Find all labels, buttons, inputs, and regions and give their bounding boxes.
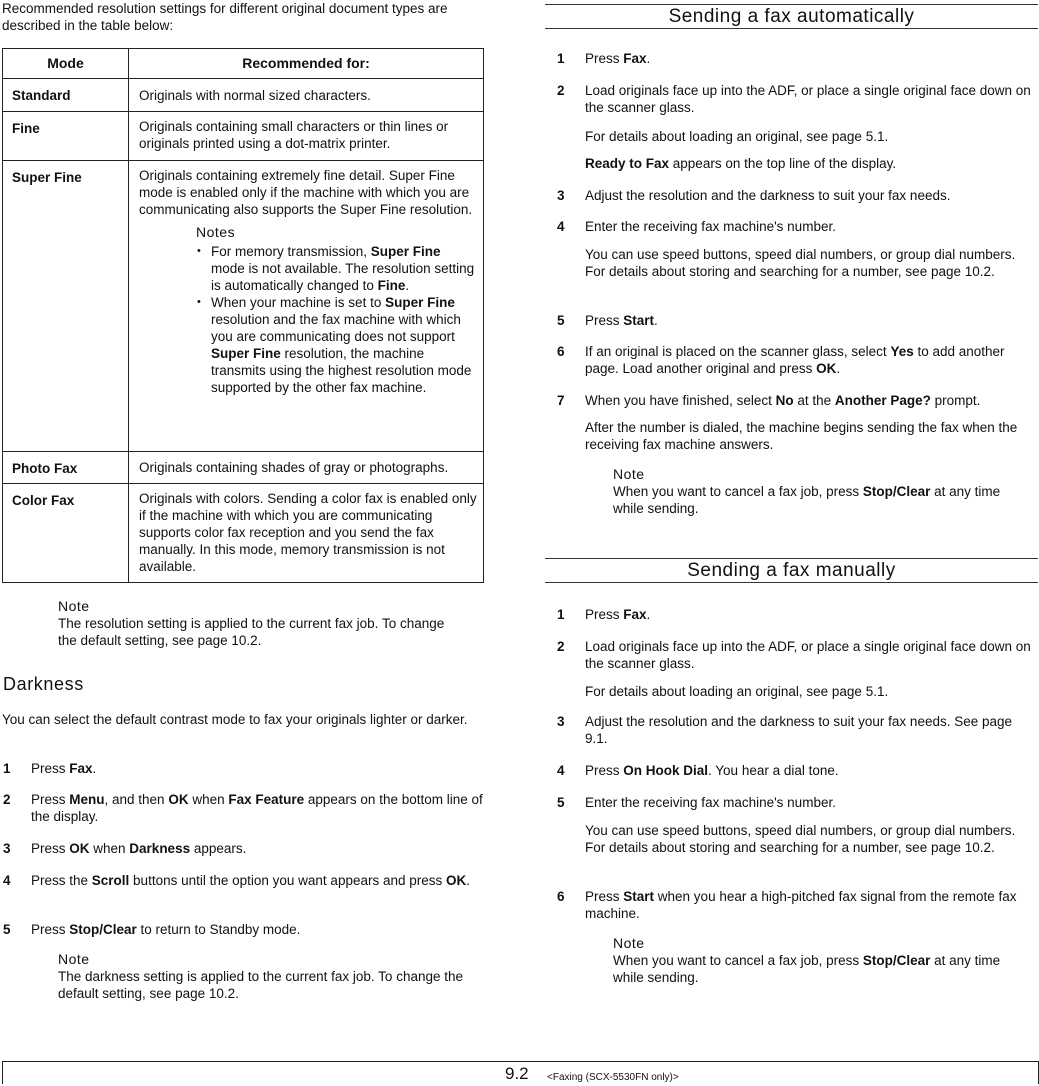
step-text: For details about loading an original, see page 5.1. [585, 684, 889, 699]
step-text: For details about loading an original, see page 5.1. [585, 129, 889, 144]
step-text: Adjust the resolution and the darkness to suit your fax needs. [585, 188, 951, 203]
step-number: 3 [557, 188, 565, 203]
note-label: Note [58, 951, 90, 967]
table-row [3, 452, 484, 484]
note-text: The darkness setting is applied to the current fax job. To change the default setting, see page 10.2. [58, 969, 463, 1001]
super-fine-notes [139, 224, 477, 396]
darkness-heading: Darkness [3, 674, 84, 694]
note-text: The resolution setting is applied to the current fax job. To change the default setting, see page 10.2. [58, 616, 445, 648]
table-row [3, 79, 484, 112]
mode-photo-fax: Photo Fax [3, 452, 129, 484]
table-row [3, 112, 484, 161]
step-number: 4 [3, 873, 11, 888]
resolution-table [2, 48, 484, 583]
note-text: When you want to cancel a fax job, press Stop/Clear at any time while sending. [613, 953, 1001, 985]
step-number: 2 [557, 639, 565, 654]
desc-super-fine-cell [129, 161, 484, 452]
step-text: Press Fax. [585, 607, 651, 622]
mode-standard: Standard [3, 79, 129, 112]
desc-photo-fax: Originals containing shades of gray or photographs. [129, 452, 484, 484]
step-number: 7 [557, 393, 565, 408]
step-text: Press the Scroll buttons until the option you want appears and press OK. [31, 873, 471, 888]
step-text: You can use speed buttons, speed dial numbers, or group dial numbers. For details about storing and searching for a number, see page 10.2. [585, 247, 1016, 279]
mode-color-fax: Color Fax [3, 484, 129, 583]
step-text: Adjust the resolution and the darkness to suit your fax needs. See page 9.1. [585, 714, 1013, 746]
header-mode: Mode [3, 49, 129, 79]
resolution-note [58, 598, 458, 649]
step-number: 4 [557, 763, 565, 778]
mode-super-fine: Super Fine [3, 161, 129, 452]
section-title-auto: Sending a fax automatically [545, 4, 1038, 29]
darkness-intro: You can select the default contrast mode to fax your originals lighter or darker. [2, 712, 468, 727]
desc-super-fine: Originals containing extremely fine detail. Super Fine mode is enabled only if the machine with which you are communicating also supports the Super Fine resolution. [139, 168, 473, 217]
desc-color-fax: Originals with colors. Sending a color fax is enabled only if the machine with which you are communicating supports color fax reception and you send the fax manually. In this mode, memory transmission is not available. [129, 484, 484, 583]
step-text: Press Stop/Clear to return to Standby mode. [31, 922, 301, 937]
step-number: 1 [3, 761, 11, 776]
step-text: Press Start when you hear a high-pitched fax signal from the remote fax machine. [585, 889, 1017, 921]
note-bullet: • For memory transmission, Super Fine mode is not available. The resolution setting is automatically changed to Fine. [196, 243, 477, 294]
step-text: Ready to Fax appears on the top line of the display. [585, 156, 897, 171]
mode-fine: Fine [3, 112, 129, 161]
step-text: Press OK when Darkness appears. [31, 841, 247, 856]
step-text: Press Menu, and then OK when Fax Feature appears on the bottom line of the display. [31, 792, 483, 824]
step-text: Enter the receiving fax machine's number. [585, 219, 836, 234]
step-text: After the number is dialed, the machine begins sending the fax when the receiving fax machine answers. [585, 420, 1018, 452]
manual-note [613, 935, 1033, 986]
desc-standard: Originals with normal sized characters. [129, 79, 484, 112]
step-text: Press Fax. [31, 761, 97, 776]
step-text: You can use speed buttons, speed dial numbers, or group dial numbers. For details about storing and searching for a number, see page 10.2. [585, 823, 1016, 855]
step-number: 1 [557, 607, 565, 622]
step-text: Press Start. [585, 313, 658, 328]
step-number: 4 [557, 219, 565, 234]
auto-note [613, 466, 1033, 517]
step-number: 6 [557, 889, 565, 904]
page-model-note: <Faxing (SCX-5530FN only)> [547, 1072, 679, 1083]
step-number: 5 [557, 795, 565, 810]
step-number: 6 [557, 344, 565, 359]
section-title-manual: Sending a fax manually [545, 558, 1038, 583]
step-text: When you have finished, select No at the Another Page? prompt. [585, 393, 981, 408]
table-row [3, 161, 484, 452]
note-label: Note [613, 466, 645, 482]
step-text: Press On Hook Dial. You hear a dial tone. [585, 763, 839, 778]
step-number: 3 [557, 714, 565, 729]
desc-fine: Originals containing small characters or thin lines or originals printed using a dot-matrix printer. [129, 112, 484, 161]
step-text: If an original is placed on the scanner glass, select Yes to add another page. Load another original and press OK. [585, 344, 1005, 376]
header-recommended: Recommended for: [129, 49, 484, 79]
step-number: 2 [3, 792, 11, 807]
table-row [3, 484, 484, 583]
darkness-note [58, 951, 488, 1002]
intro-text: Recommended resolution settings for different original document types are described in the table below: [2, 1, 448, 33]
note-text: When you want to cancel a fax job, press Stop/Clear at any time while sending. [613, 484, 1001, 516]
step-text: Load originals face up into the ADF, or place a single original face down on the scanner glass. [585, 83, 1031, 115]
note-label: Note [613, 935, 645, 951]
step-text: Load originals face up into the ADF, or place a single original face down on the scanner glass. [585, 639, 1031, 671]
step-number: 1 [557, 51, 565, 66]
notes-label: Notes [196, 224, 236, 240]
page-number: 9.2 [505, 1064, 529, 1083]
note-label: Note [58, 598, 90, 614]
note-bullet: • When your machine is set to Super Fine resolution and the fax machine with which you are communicating does not support Super Fine resolution, the machine transmits using the highest resolution mode supported by the other fax machine. [196, 294, 477, 396]
step-number: 3 [3, 841, 11, 856]
step-text: Enter the receiving fax machine's number. [585, 795, 836, 810]
step-number: 2 [557, 83, 565, 98]
table-header-row [3, 49, 484, 79]
step-number: 5 [557, 313, 565, 328]
step-number: 5 [3, 922, 11, 937]
step-text: Press Fax. [585, 51, 651, 66]
